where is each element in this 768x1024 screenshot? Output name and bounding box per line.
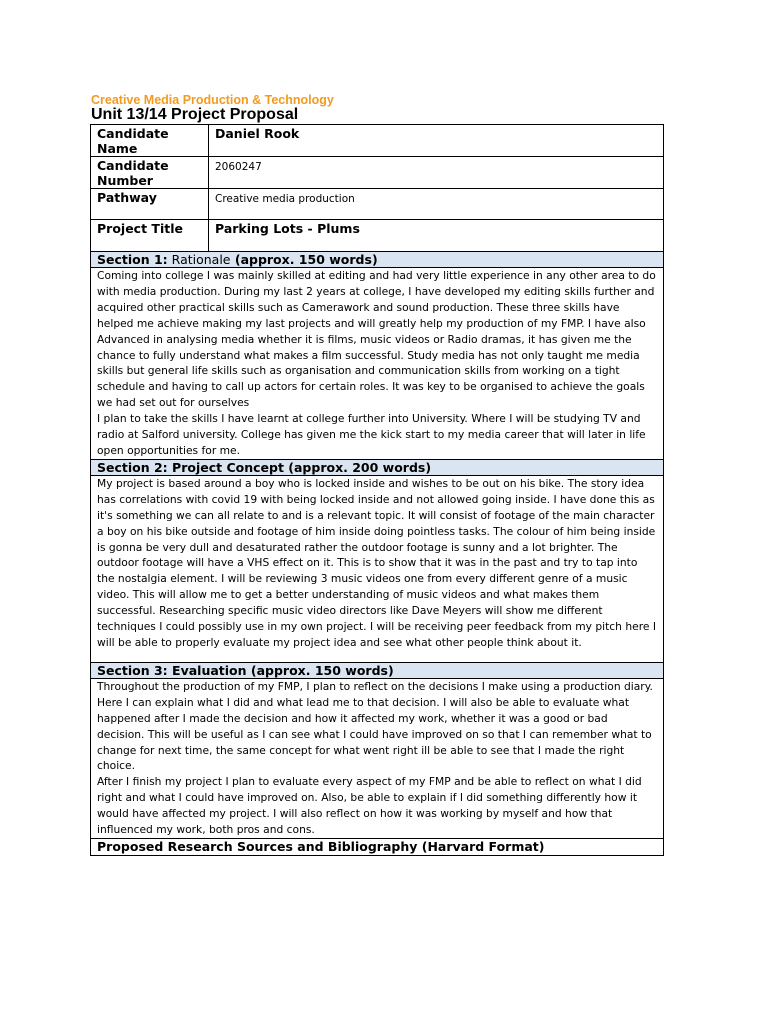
bibliography-heading-row	[91, 838, 664, 855]
candidate-number-label: Candidate Number	[91, 157, 209, 189]
document-title: Unit 13/14 Project Proposal	[91, 106, 299, 123]
proposal-form-table	[90, 124, 664, 856]
project-title-label: Project Title	[91, 220, 209, 252]
section1-body-row	[91, 268, 664, 460]
section2-heading-row	[91, 459, 664, 475]
section1-heading-number: Section 1:	[97, 252, 168, 267]
section1-heading	[91, 252, 664, 268]
section1-heading-row	[91, 252, 664, 268]
section1-body	[91, 268, 664, 460]
section3-paragraph: After I finish my project I plan to evaluate every aspect of my FMP and be able to reflect on what I did right and what I could have improved on. Also, be able to explain if I did something differently how it would have affected my project. I will also reflect on how it was working by myself and how that influenced my work, both pros and cons.	[97, 775, 642, 837]
section3-heading-row	[91, 662, 664, 678]
candidate-name-row	[91, 125, 664, 157]
section1-paragraph: Coming into college I was mainly skilled at editing and had very little experience in any other area to do with media production. During my last 2 years at college, I have developed my editing skills further and acquired other practical skills such as Camerawork and sound production. These three skills have helped me achieve making my last projects and will greatly help my production of my FMP. I have also Advanced in analysing media whether it is films, music videos or Radio dramas, it has given me the chance to fully understand what makes a film successful. Study media has not only taught me media skills but general life skills such as organisation and communication skills from working on a tight schedule and having to call up actors for certain roles. It was key to be organised to achieve the goals we had set out for ourselves	[97, 269, 656, 410]
section1-heading-topic: Rationale	[167, 252, 231, 267]
section2-paragraph: My project is based around a boy who is locked inside and wishes to be out on his bike. The story idea has correlations with covid 19 with being locked inside and not allowed going inside. I have done this as it's something we can all relate to and is a relevant topic. It will consist of footage of the main character a boy on his bike outside and footage of him inside doing pointless tasks. The colour of him being inside is gonna be very dull and desaturated rather the outdoor footage is sunny and a lot brighter. The outdoor footage will have a VHS effect on it. This is to show that it was in the past and try to tap into the nostalgia element. I will be reviewing 3 music videos one from every different genre of a music video. This will allow me to get a better understanding of music videos and what makes them successful. Researching specific music video directors like Dave Meyers will show me different techniques I could possibly use in my own project. I will be receiving peer feedback from my pitch here I will be able to properly evaluate my project idea and see what other people think about it.	[97, 476, 656, 649]
project-title-value: Parking Lots - Plums	[209, 220, 664, 252]
section3-body	[91, 678, 664, 838]
section3-heading: Section 3: Evaluation (approx. 150 words)	[91, 662, 664, 678]
pathway-value: Creative media production	[209, 189, 664, 220]
candidate-name-label: Candidate Name	[91, 125, 209, 157]
section3-paragraph: Throughout the production of my FMP, I plan to reflect on the decisions I make using a production diary. Here I can explain what I did and what lead me to that decision. I will also be able to evaluate what happened after I made the decision and how it affected my work, whether it was a good or bad decision. This will be useful as I can see what I could have improved on so that I can remember what to change for next time, the same concept for what went right ill be able to see that I made the right choice.	[97, 679, 653, 773]
pathway-label: Pathway	[91, 189, 209, 220]
section1-paragraph: I plan to take the skills I have learnt at college further into University. Where I will be studying TV and radio at Salford university. College has given me the kick start to my media career that will later in life open opportunities for me.	[97, 412, 646, 457]
candidate-name-value: Daniel Rook	[209, 125, 664, 157]
bibliography-heading: Proposed Research Sources and Bibliography (Harvard Format)	[91, 838, 664, 855]
course-title: Creative Media Production & Technology	[91, 93, 334, 107]
section2-heading: Section 2: Project Concept (approx. 200 words)	[91, 459, 664, 475]
candidate-number-value: 2060247	[209, 157, 664, 189]
section2-body-row	[91, 475, 664, 662]
pathway-row	[91, 189, 664, 220]
section3-body-row	[91, 678, 664, 838]
project-title-row	[91, 220, 664, 252]
section2-body	[91, 475, 664, 662]
section1-heading-words: (approx. 150 words)	[230, 252, 378, 267]
candidate-number-row	[91, 157, 664, 189]
